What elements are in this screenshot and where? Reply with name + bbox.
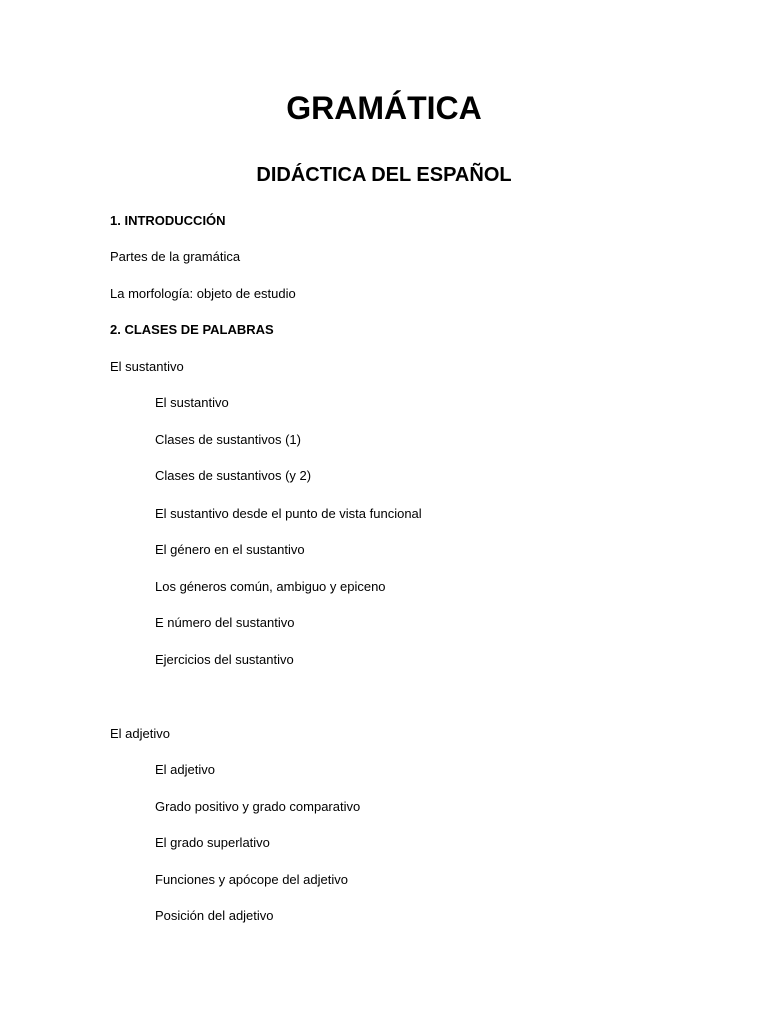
- toc-subitem: El sustantivo: [155, 395, 229, 410]
- section-heading-introduccion: 1. INTRODUCCIÓN: [110, 213, 226, 228]
- document-title: GRAMÁTICA: [286, 90, 482, 126]
- toc-subitem: E número del sustantivo: [155, 615, 295, 630]
- toc-subitem: Posición del adjetivo: [155, 908, 274, 923]
- subsection-heading-sustantivo: El sustantivo: [110, 359, 184, 374]
- toc-item: La morfología: objeto de estudio: [110, 286, 296, 301]
- toc-subitem: El grado superlativo: [155, 835, 270, 850]
- document-subtitle: DIDÁCTICA DEL ESPAÑOL: [256, 164, 512, 186]
- toc-subitem: Grado positivo y grado comparativo: [155, 799, 361, 814]
- toc-subitem: El adjetivo: [155, 762, 215, 777]
- section-heading-clases-de-palabras: 2. CLASES DE PALABRAS: [110, 322, 274, 337]
- toc-subitem: Clases de sustantivos (1): [155, 432, 301, 447]
- toc-subitem: Los géneros común, ambiguo y epiceno: [155, 579, 386, 594]
- toc-subitem: El sustantivo desde el punto de vista funcional: [155, 506, 422, 521]
- toc-subitem: Clases de sustantivos (y 2): [155, 468, 312, 483]
- toc-subitem: El género en el sustantivo: [155, 542, 305, 557]
- toc-subitem: Funciones y apócope del adjetivo: [155, 872, 348, 887]
- toc-item: Partes de la gramática: [110, 249, 241, 264]
- toc-subitem: Ejercicios del sustantivo: [155, 652, 294, 667]
- subsection-heading-adjetivo: El adjetivo: [110, 726, 170, 741]
